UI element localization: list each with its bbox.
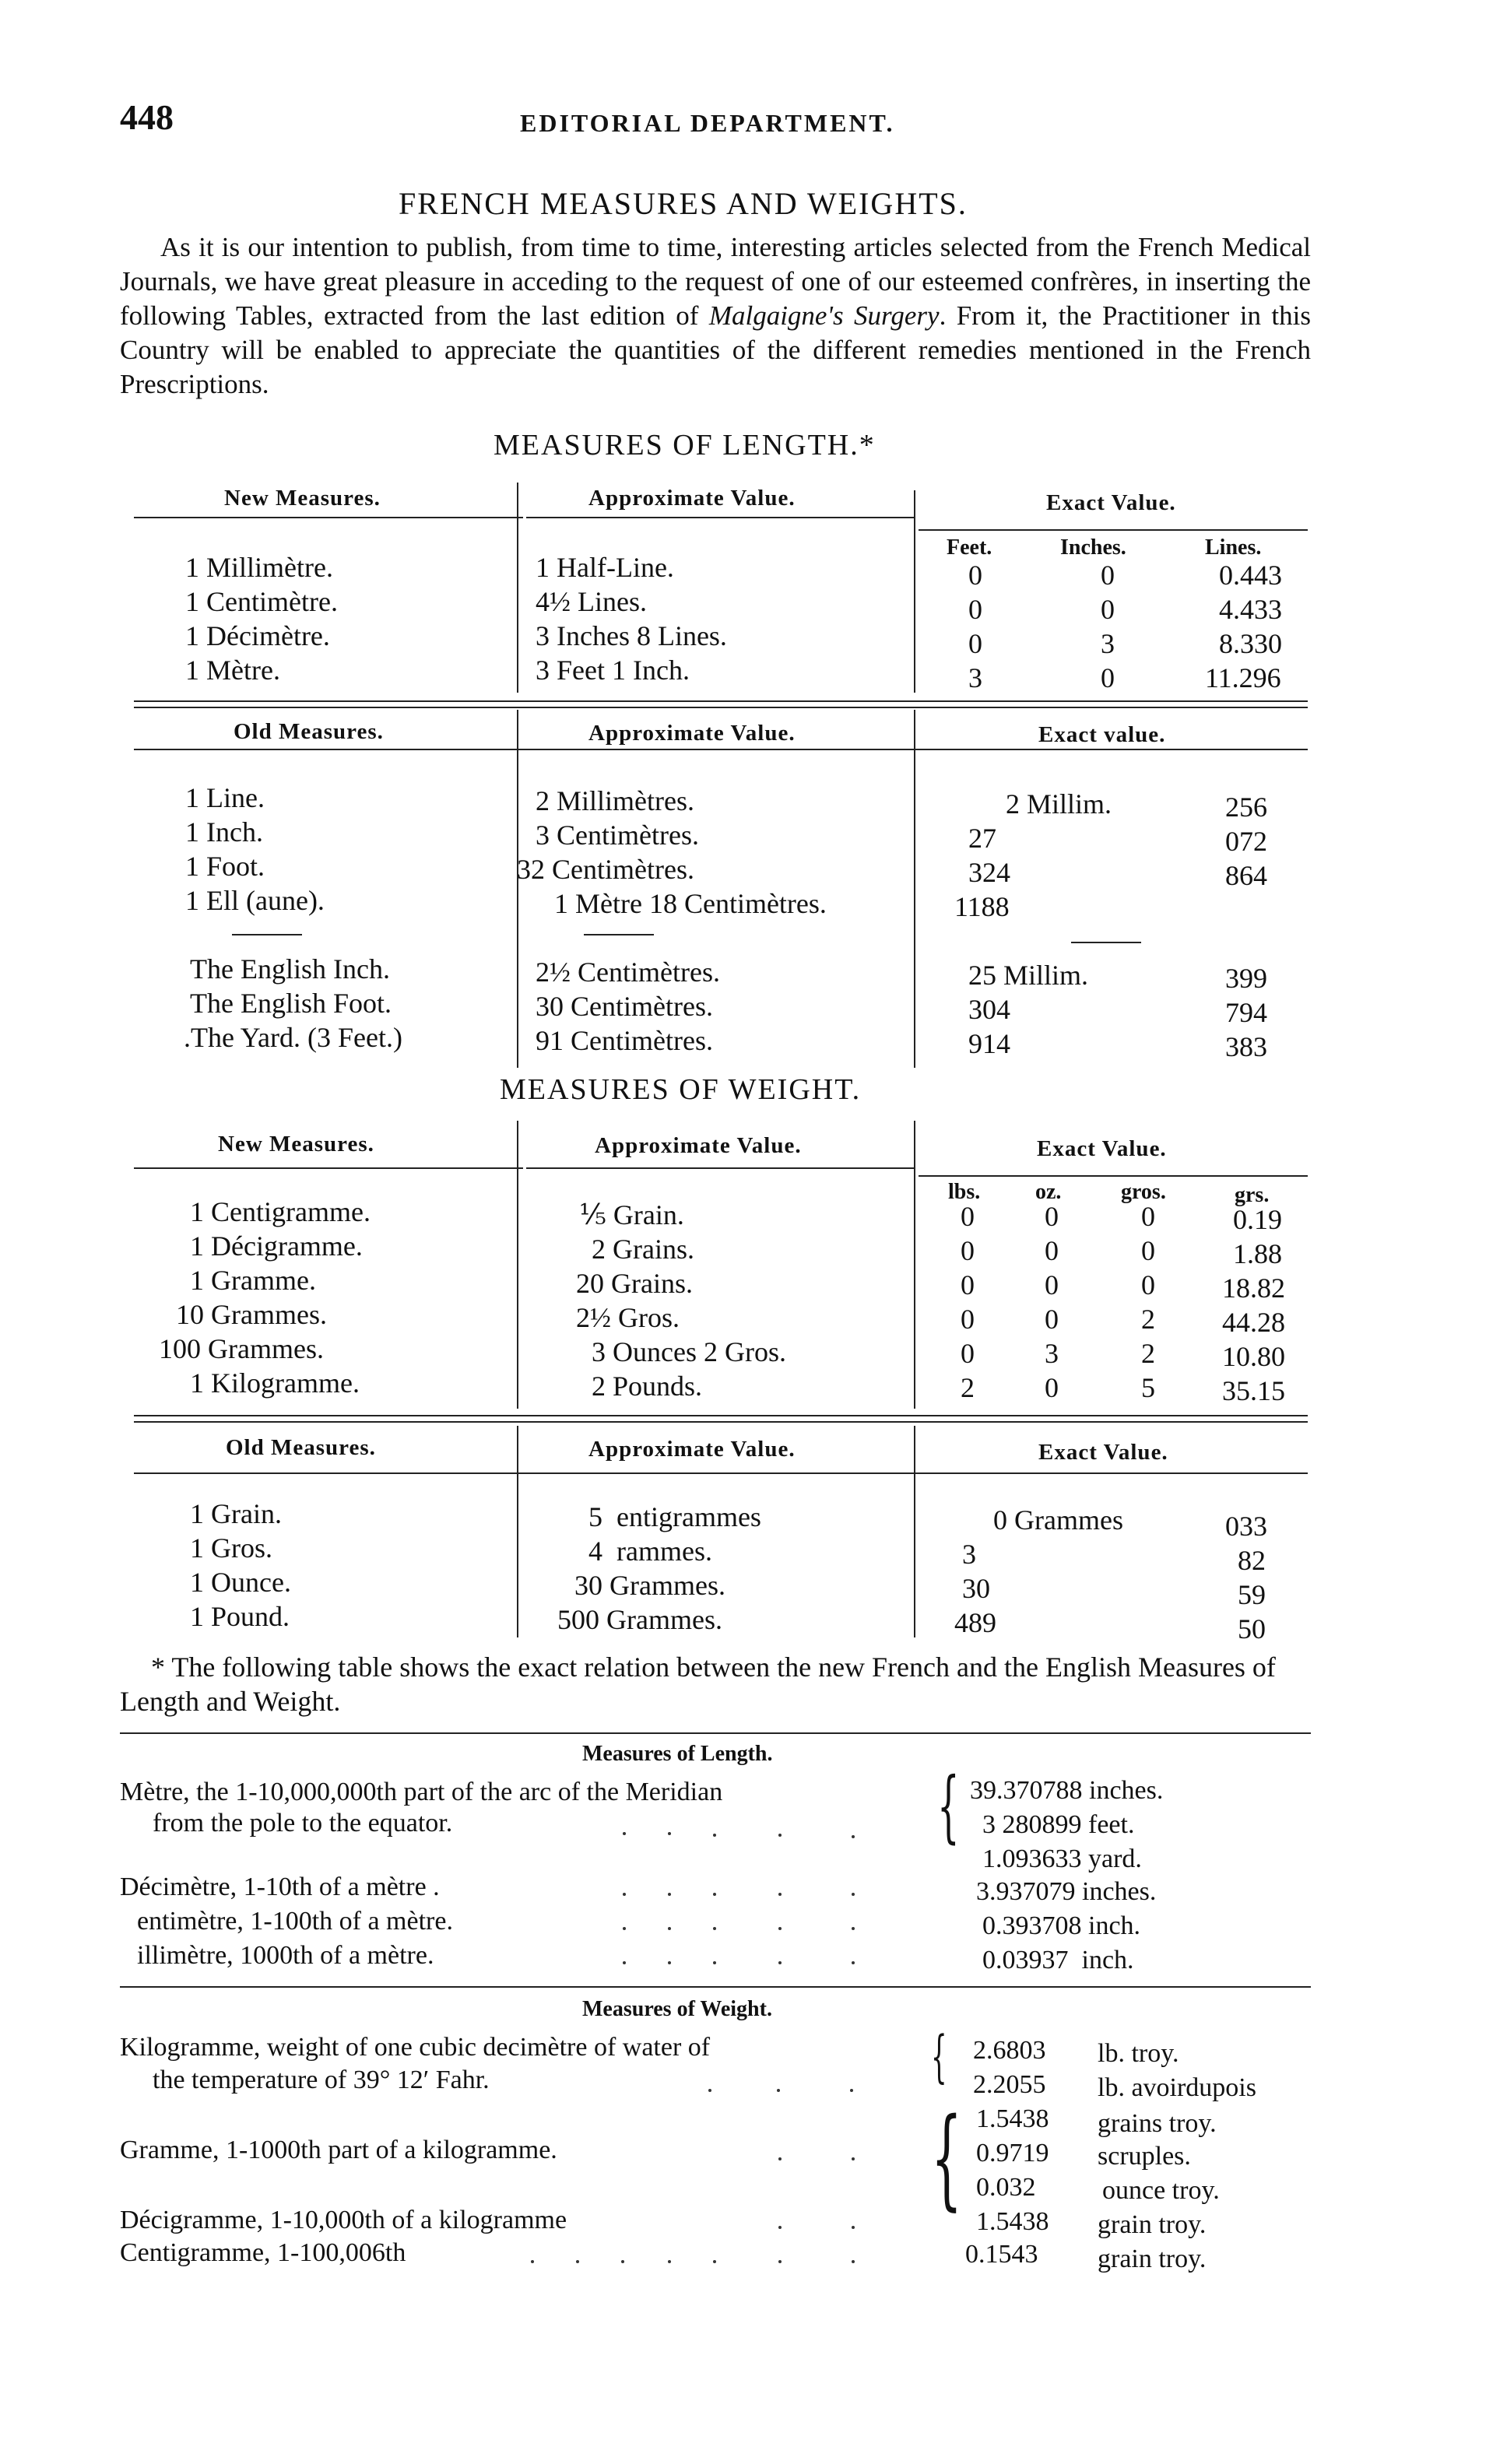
rule [134, 1421, 1308, 1423]
decimetre-definition: Décimètre, 1-10th of a mètre . [120, 1873, 440, 1901]
row-approx: 3 Inches 8 Lines. [536, 620, 727, 651]
page-number: 448 [120, 97, 174, 137]
cell-exact: 1188 [954, 891, 1010, 922]
cell-exact: 30 [962, 1573, 990, 1604]
leader-dot [576, 2260, 579, 2263]
decimetre-value: 3.937079 inches. [976, 1877, 1157, 1906]
row-new-label: 1 Centimètre. [185, 586, 338, 617]
header-new-measures: New Measures. [224, 486, 381, 511]
kilogramme-unit: lb. troy. [1098, 2039, 1179, 2068]
row-approx: 2 Grains. [592, 1234, 694, 1265]
leader-dot [852, 1961, 855, 1964]
cell-grs: 10.80 [1222, 1341, 1285, 1372]
header-exact: Exact Value. [1046, 490, 1176, 515]
rule [134, 1167, 523, 1169]
brace: { [931, 2023, 947, 2089]
cell-lbs: 0 [961, 1304, 975, 1335]
row-approx: 500 Grammes. [557, 1604, 722, 1635]
header-approximate: Approximate Value. [588, 1437, 796, 1462]
cell-fraction: 82 [1238, 1545, 1266, 1576]
cell-grs: 35.15 [1222, 1375, 1285, 1406]
centigramme-definition: Centigramme, 1-100,006th [120, 2238, 406, 2267]
cell-feet: 0 [968, 628, 982, 659]
brace: { [937, 1760, 960, 1852]
row-approx: 1 Mètre 18 Centimètres. [554, 888, 827, 919]
header-approximate: Approximate Value. [595, 1133, 802, 1158]
metre-definition: Mètre, the 1-10,000,000th part of the arc of the Meridian [120, 1778, 723, 1806]
sub-lines: Lines. [1205, 535, 1262, 560]
leader-dot [668, 1927, 671, 1930]
row-old-label: 1 Grain. [190, 1498, 282, 1529]
cell-oz: 0 [1045, 1201, 1059, 1232]
leader-dot [778, 1961, 782, 1964]
row-new-label: 1 Centigramme. [190, 1196, 371, 1227]
row-approx: 2 Millimètres. [536, 785, 694, 816]
leader-dot [668, 2260, 671, 2263]
cell-exact: 0 Grammes [993, 1504, 1123, 1536]
cell-gros: 0 [1141, 1269, 1155, 1300]
decigramme-unit: grain troy. [1098, 2210, 1207, 2239]
cell-lbs: 0 [961, 1235, 975, 1266]
header-old-measures: Old Measures. [226, 1435, 376, 1460]
header-exact: Exact value. [1038, 722, 1166, 747]
cell-grs: 1.88 [1233, 1238, 1282, 1269]
sub-gros: gros. [1121, 1180, 1166, 1204]
leader-dot [623, 1893, 626, 1896]
cell-lbs: 0 [961, 1269, 975, 1300]
cell-fraction: 59 [1238, 1579, 1266, 1610]
column-divider [517, 483, 518, 693]
cell-gros: 2 [1141, 1304, 1155, 1335]
metre-value: 3 280899 feet. [982, 1810, 1135, 1839]
cell-inches: 0 [1101, 662, 1115, 693]
cell-exact: 27 [968, 823, 996, 854]
gramme-value: 0.9719 [976, 2139, 1049, 2167]
kilogramme-value: 2.6803 [973, 2036, 1046, 2065]
weight-title: MEASURES OF WEIGHT. [500, 1073, 862, 1106]
leader-dot [713, 1893, 716, 1896]
rule [134, 700, 1308, 702]
leader-dot [668, 1961, 671, 1964]
length-relation-label: Measures of Length. [582, 1742, 773, 1766]
row-new-label: 1 Mètre. [185, 655, 280, 686]
header-exact: Exact Value. [1038, 1440, 1168, 1465]
short-rule [1071, 942, 1141, 943]
brace: { [931, 2095, 963, 2222]
gramme-unit: grains troy. [1098, 2109, 1217, 2138]
cell-grs: 44.28 [1222, 1307, 1285, 1338]
column-divider [914, 710, 915, 1068]
header-approximate: Approximate Value. [588, 486, 796, 511]
column-divider [914, 490, 915, 693]
leader-dot [852, 2226, 855, 2229]
row-old-label: 1 Ounce. [190, 1567, 291, 1598]
leader-dot [850, 2089, 853, 2092]
cell-grs: 0.19 [1233, 1204, 1282, 1235]
cell-lines: 11.296 [1205, 662, 1281, 693]
weight-relation-label: Measures of Weight. [582, 1997, 772, 2021]
intro-book-title: Malgaigne's Surgery [708, 300, 940, 331]
cell-fraction: 033 [1225, 1511, 1267, 1542]
rule [134, 707, 1308, 708]
rule [134, 517, 523, 518]
cell-fraction: 50 [1238, 1613, 1266, 1644]
kilogramme-definition-cont: the temperature of 39° 12′ Fahr. [153, 2066, 490, 2094]
column-divider [517, 710, 518, 1068]
header-old-measures: Old Measures. [234, 719, 384, 744]
leader-dot [852, 1893, 855, 1896]
cell-exact: 914 [968, 1028, 1010, 1059]
leader-dot [713, 1834, 716, 1837]
row-approx: 20 Grains. [576, 1268, 693, 1299]
row-approx: 4 rammes. [588, 1536, 712, 1567]
cell-fraction: 072 [1225, 826, 1267, 857]
cell-feet: 0 [968, 594, 982, 625]
leader-dot [778, 2260, 782, 2263]
rule [134, 1415, 1308, 1416]
intro-paragraph [120, 230, 1311, 402]
gramme-value: 1.5438 [976, 2104, 1049, 2133]
cell-lines: 4.433 [1219, 594, 1282, 625]
intro-text-2: . From it, the Practitioner in this Country will be enabled to appreciate the quantities of the different remedies mentioned in the French Prescriptions. [120, 300, 1311, 399]
cell-feet: 0 [968, 560, 982, 591]
row-new-label: 1 Gramme. [190, 1265, 316, 1296]
leader-dot [713, 1927, 716, 1930]
leader-dot [777, 2089, 780, 2092]
leader-dot [621, 2260, 624, 2263]
column-divider [517, 1121, 518, 1409]
cell-feet: 3 [968, 662, 982, 693]
length-title: MEASURES OF LENGTH.* [494, 429, 876, 462]
kilogramme-definition: Kilogramme, weight of one cubic decimètre of water of [120, 2033, 711, 2062]
decigramme-definition: Décigramme, 1-10,000th of a kilogramme [120, 2206, 567, 2234]
leader-dot [623, 1927, 626, 1930]
row-old-label: 1 Pound. [190, 1601, 290, 1632]
running-head: EDITORIAL DEPARTMENT. [520, 109, 895, 137]
leader-dot [852, 2260, 855, 2263]
row-approx: 2½ Gros. [576, 1302, 680, 1333]
leader-dot [708, 2089, 711, 2092]
cell-grs: 18.82 [1222, 1272, 1285, 1304]
row-old-label: 1 Gros. [190, 1532, 272, 1564]
row-approx: 5 entigrammes [588, 1501, 761, 1532]
cell-fraction: 256 [1225, 791, 1267, 823]
row-approx: 91 Centimètres. [536, 1025, 713, 1056]
cell-oz: 0 [1045, 1235, 1059, 1266]
metre-value: 39.370788 inches. [970, 1776, 1164, 1805]
leader-dot [713, 2260, 716, 2263]
cell-fraction: 794 [1225, 997, 1267, 1028]
sub-inches: Inches. [1060, 535, 1126, 560]
rule [526, 1167, 915, 1169]
cell-lbs: 0 [961, 1201, 975, 1232]
row-approx: 32 Centimètres. [517, 854, 694, 885]
gramme-unit: ounce troy. [1102, 2176, 1220, 2205]
row-approx: 1 Half-Line. [536, 552, 674, 583]
row-approx: 30 Grammes. [574, 1570, 725, 1601]
row-new-label: 1 Décigramme. [190, 1230, 363, 1262]
metre-definition-cont: from the pole to the equator. [153, 1809, 453, 1837]
header-new-measures: New Measures. [218, 1132, 374, 1157]
row-old-label: 1 Inch. [185, 816, 263, 848]
header-exact: Exact Value. [1037, 1136, 1167, 1161]
cell-fraction: 864 [1225, 860, 1267, 891]
rule [134, 749, 1308, 750]
leader-dot [623, 1832, 626, 1835]
footnote: * The following table shows the exact relation between the new French and the English Measures of Length and Weight. [120, 1651, 1276, 1717]
cell-lines: 8.330 [1219, 628, 1282, 659]
cell-oz: 0 [1045, 1304, 1059, 1335]
cell-oz: 0 [1045, 1372, 1059, 1403]
cell-gros: 2 [1141, 1338, 1155, 1369]
rule [120, 1986, 1311, 1988]
leader-dot [668, 1893, 671, 1896]
cell-inches: 0 [1101, 594, 1115, 625]
cell-gros: 5 [1141, 1372, 1155, 1403]
leader-dot [623, 1961, 626, 1964]
leader-dot [778, 2157, 782, 2160]
column-divider [914, 1426, 915, 1637]
cell-fraction: 399 [1225, 963, 1267, 994]
row-approx: 3 Ounces 2 Gros. [592, 1336, 786, 1367]
short-rule [584, 934, 654, 935]
row-new-label: 100 Grammes. [159, 1333, 324, 1364]
centigramme-unit: grain troy. [1098, 2245, 1207, 2273]
cell-fraction: 383 [1225, 1031, 1267, 1062]
cell-lbs: 2 [961, 1372, 975, 1403]
cell-inches: 0 [1101, 560, 1115, 591]
cell-lines: 0.443 [1219, 560, 1282, 591]
leader-dot [852, 1927, 855, 1930]
sub-oz: oz. [1035, 1180, 1062, 1204]
cell-oz: 3 [1045, 1338, 1059, 1369]
leader-dot [852, 1835, 855, 1838]
sub-grs: grs. [1235, 1183, 1270, 1207]
page-title: FRENCH MEASURES AND WEIGHTS. [399, 186, 968, 221]
row-new-label: 1 Décimètre. [185, 620, 330, 651]
row-old-label: 1 Line. [185, 782, 265, 813]
cell-gros: 0 [1141, 1235, 1155, 1266]
row-approx: 2½ Centimètres. [536, 956, 720, 988]
cell-exact: 3 [962, 1539, 976, 1570]
leader-dot [778, 1893, 782, 1896]
column-divider [914, 1121, 915, 1409]
leader-dot [713, 1961, 716, 1964]
rule [120, 1732, 1311, 1734]
gramme-definition: Gramme, 1-1000th part of a kilogramme. [120, 2136, 557, 2164]
leader-dot [778, 2226, 782, 2229]
leader-dot [778, 1927, 782, 1930]
cell-gros: 0 [1141, 1201, 1155, 1232]
cell-lbs: 0 [961, 1338, 975, 1369]
centimetre-value: 0.393708 inch. [982, 1911, 1141, 1940]
rule [134, 1472, 1308, 1474]
row-new-label: 1 Millimètre. [185, 552, 333, 583]
centimetre-definition: entimètre, 1-100th of a mètre. [137, 1907, 453, 1936]
row-approx: 3 Feet 1 Inch. [536, 655, 690, 686]
short-rule [232, 934, 302, 935]
cell-exact: 2 Millim. [1006, 788, 1112, 820]
leader-dot [852, 2157, 855, 2160]
gramme-unit: scruples. [1098, 2142, 1191, 2171]
millimetre-definition: illimètre, 1000th of a mètre. [137, 1941, 434, 1970]
row-approx: 4½ Lines. [536, 586, 647, 617]
intro-text-1: As it is our intention to publish, from time to time, interesting articles selected from the French Medical Journals, we have great pleasure in acceding to the request of one of our esteemed confrères, in inserting the following Tables, extracted from the last edition of [120, 232, 1311, 331]
row-approx: 2 Pounds. [592, 1371, 703, 1402]
leader-dot [778, 1834, 782, 1837]
row-english-label: .The Yard. (3 Feet.) [184, 1022, 402, 1053]
kilogramme-unit: lb. avoirdupois [1098, 2073, 1256, 2102]
row-new-label: 1 Kilogramme. [190, 1367, 360, 1399]
row-old-label: 1 Ell (aune). [185, 885, 325, 916]
rule [526, 517, 915, 518]
kilogramme-value: 2.2055 [973, 2070, 1046, 2099]
sub-feet: Feet. [947, 535, 992, 560]
row-old-label: 1 Foot. [185, 851, 265, 882]
cell-inches: 3 [1101, 628, 1115, 659]
header-approximate: Approximate Value. [588, 721, 796, 746]
cell-oz: 0 [1045, 1269, 1059, 1300]
row-english-label: The English Foot. [190, 988, 392, 1019]
rule [919, 1175, 1308, 1177]
rule [919, 529, 1308, 531]
leader-dot [668, 1832, 671, 1835]
millimetre-value: 0.03937 inch. [982, 1946, 1134, 1974]
row-new-label: 10 Grammes. [176, 1299, 327, 1330]
gramme-value: 0.032 [976, 2173, 1036, 2202]
decigramme-value: 1.5438 [976, 2207, 1049, 2236]
row-approx: 30 Centimètres. [536, 991, 713, 1022]
column-divider [517, 1426, 518, 1637]
sub-lbs: lbs. [948, 1180, 981, 1204]
cell-exact: 489 [954, 1607, 996, 1638]
row-english-label: The English Inch. [190, 953, 390, 985]
row-approx: ⅕ Grain. [579, 1199, 684, 1230]
cell-exact: 304 [968, 994, 1010, 1025]
centigramme-value: 0.1543 [965, 2240, 1038, 2269]
leader-dot [531, 2260, 534, 2263]
metre-value: 1.093633 yard. [982, 1844, 1142, 1873]
row-approx: 3 Centimètres. [536, 820, 699, 851]
cell-exact: 324 [968, 857, 1010, 888]
cell-exact: 25 Millim. [968, 960, 1089, 991]
